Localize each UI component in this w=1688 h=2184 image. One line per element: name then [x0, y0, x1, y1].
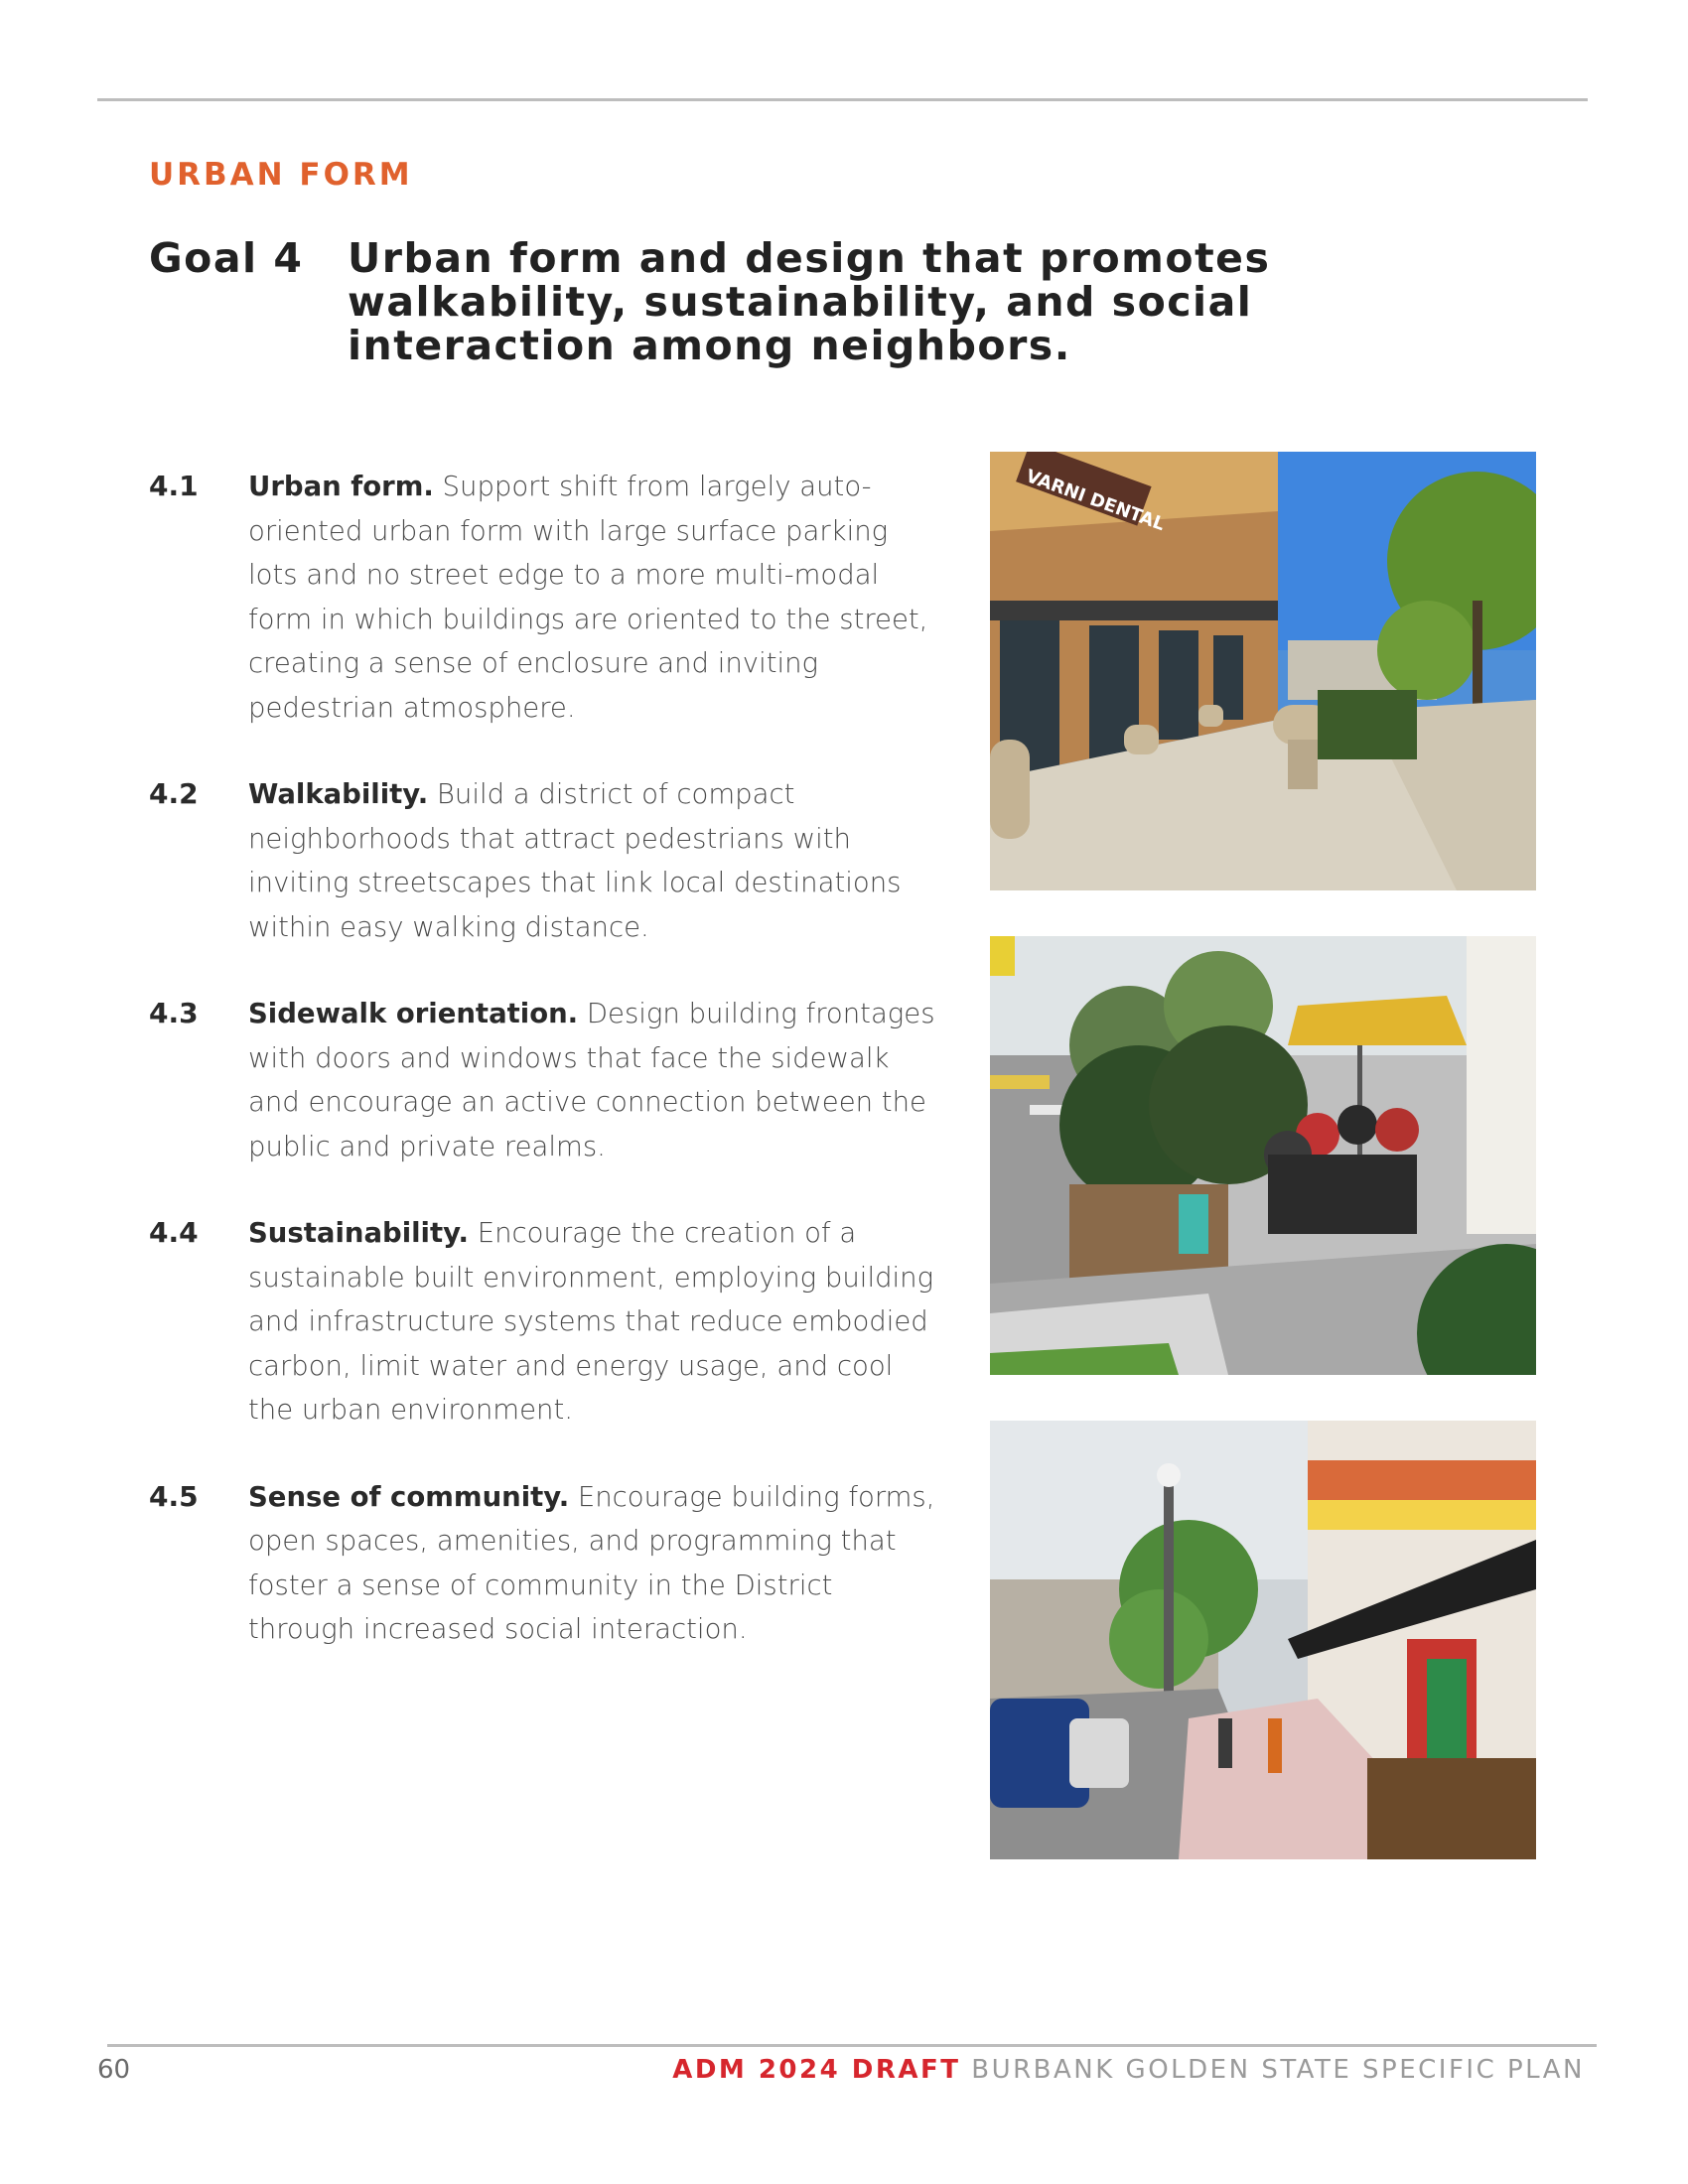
footer-title: [672, 2055, 1585, 2085]
goal-number: Goal 4: [149, 234, 304, 282]
footer-draft-label: ADM 2024 DRAFT: [672, 2055, 961, 2085]
dental-sign-text: VARNI DENTAL: [1023, 466, 1168, 536]
policy-body: [248, 772, 943, 949]
policy-number: 4.5: [149, 1479, 199, 1513]
policy-item: [149, 1475, 943, 1652]
policy-text: Encourage the creation of a sustainable built environment, employing building and infrastructure systems that reduce embodied carbon, limit water and energy usage, and cool the urban environment.: [248, 1217, 934, 1426]
policy-number: 4.1: [149, 470, 199, 502]
street-scene-photo: [990, 1421, 1536, 1859]
policy-item: [149, 992, 943, 1168]
policy-item: [149, 772, 943, 949]
policy-number: 4.3: [149, 997, 199, 1029]
bottom-rule: [107, 2044, 1597, 2047]
policy-title: Sense of community.: [248, 1480, 570, 1513]
policy-title: Sustainability.: [248, 1217, 469, 1249]
policy-body: [248, 465, 943, 730]
policy-text: Build a district of compact neighborhoods that attract pedestrians with inviting streetscapes that link local destinations within easy walking distance.: [248, 778, 902, 943]
policy-title: Urban form.: [248, 471, 434, 502]
policy-title: Walkability.: [248, 778, 429, 810]
policy-body: [248, 1211, 943, 1433]
policy-text: Support shift from largely auto-oriented urban form with large surface parking lots and no street edge to a more multi-modal form in which buildings are oriented to the street, creating a sense of enclosure and inviting pedestrian atmosphere.: [248, 471, 928, 724]
policy-title: Sidewalk orientation.: [248, 998, 579, 1029]
storefront-sidewalk-photo: [990, 452, 1536, 890]
policy-body: [248, 992, 943, 1168]
policy-text: Design building frontages with doors and windows that face the sidewalk and encourage an active connection between the public and private realms.: [248, 998, 935, 1162]
policy-number: 4.2: [149, 777, 199, 810]
footer-plan-title: BURBANK GOLDEN STATE SPECIFIC PLAN: [960, 2055, 1585, 2085]
policy-number: 4.4: [149, 1216, 199, 1249]
section-label: URBAN FORM: [149, 157, 413, 193]
policy-item: [149, 1211, 943, 1433]
policy-body: [248, 1475, 943, 1652]
page-number: 60: [97, 2055, 131, 2085]
goal-text: Urban form and design that promotes walkability, sustainability, and social interaction among neighbors.: [348, 234, 1271, 369]
policy-text: Encourage building forms, open spaces, amenities, and programming that foster a sense of community in the District through increased social interaction.: [248, 1480, 935, 1645]
policy-list: [149, 465, 943, 1695]
parklet-dining-photo: [990, 936, 1536, 1375]
policy-item: [149, 465, 943, 730]
top-rule: [97, 98, 1588, 101]
